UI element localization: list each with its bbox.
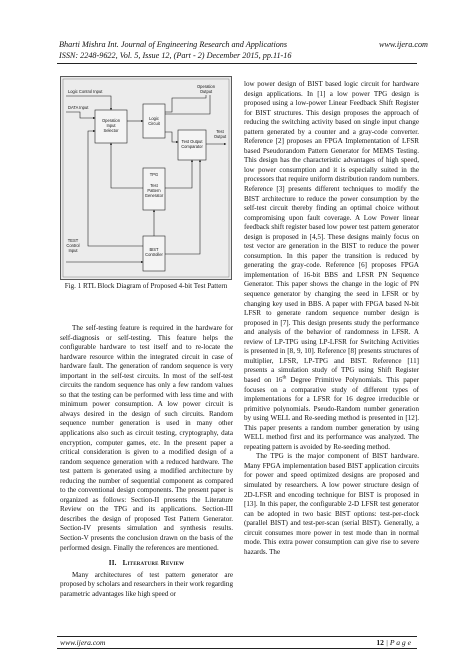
bist-controller-label-2: Controller (145, 252, 163, 257)
test-control-input-label-1: TEST (67, 238, 79, 243)
tpg-sub-label-3: Generator (144, 193, 164, 198)
operation-output-label-2: Output (199, 89, 213, 94)
tpg-sub-label-1: Test (150, 183, 158, 188)
issn-line: ISSN: 2248-9622, Vol. 5, Issue 12, (Part - 2) December 2015, pp.11-16 (59, 51, 292, 60)
comparator-label-1: Test Output (181, 139, 203, 144)
test-control-input-label-2: Control (66, 243, 80, 248)
logic-control-input-label: Logic Control Input (68, 89, 103, 94)
figure-block-diagram (60, 76, 232, 280)
journal-header (59, 40, 428, 49)
tpg-paragraph: The TPG is the major component of BIST hardware. Many FPGA implementation based BIST application circuits for power and speed optimized designs are proposed and simulated by researchers. A low power structure design of 2D-LFSR and encoding technique for BIST is proposed in [13]. In this paper, the configurable 2-D LFSR test generator can be adopted in two basic BIST options: test-per-clock (parallel BIST) and test-per-scan (serial BIST). Generally, a circuit consumes more power in test mode than in normal mode. This extra power consumption can give rise to severe hazards. The (244, 452, 419, 556)
bist-controller-label-1: BIST (149, 247, 159, 252)
logic-circuit-label-2: Circuit (148, 121, 160, 126)
page-label: P a g e (389, 638, 411, 647)
page-number: 12 (376, 638, 384, 647)
literature-review-text-a: low power design of BIST based logic circuit for hardware design applications. In [1] a low power TPG design is proposed using a low-power Linear Feedback Shift Register for BIST structures. This design proposes the approach of reducing the switching activity based on single input change pattern generated by a counter and a gray-code converter. Reference [2] proposes an FPGA Implementation of LFSR based Pseudorandom Pattern Generator for MEMS Testing. This design has the characteristic advantages of high speed, low power consumption and it is especially suited in the processors that require uniform distribution random numbers. Reference [3] presents different techniques to modify the BIST architecture to reduce the power consumption by the self-test circuit thereby finding an optimal choice without compromising upon fault coverage. A Low Power linear feedback shift register based low power test pattern generator design is proposed in [4,5]. These designs mainly focus on test vector are generation in the BIST to reduce the power consumption. In this paper the transition is reduced by generating the gray-code. Reference [6] proposes FPGA implementation of 16-bit BBS and LFSR PN Sequence Generator. This paper shows the change in the logic of PN sequence generator by changing the seed in LFSR or by changing key used in BBS. A paper with FPGA based N-bit LFSR to generate random sequence number design is proposed in [7]. This design presents study the performance and analysis of the behavior of randomness in LFSR. A review of LP-TPG using LP-LFSR for Switching Activities is presented in [8, 9, 10]. Reference [8] presents structures of multiplier, LFSR, LP-TPG and BIST. Reference [11] presents a simulation study of TPG using Shift Register based on 16 (244, 80, 419, 384)
operation-output-label-1: Operation (197, 84, 215, 89)
operation-input-selector-label-2: Input (106, 123, 116, 128)
header-rule (57, 63, 417, 64)
left-column (60, 324, 233, 599)
section-number: II. (108, 559, 117, 568)
operation-input-selector-label-3: Selector (103, 128, 119, 133)
page-number-label: 12 | P a g e (376, 638, 411, 647)
literature-paragraph: Many architectures of test pattern generator are proposed by scholars and researchers in their work regarding parametric advantages like high speed or (60, 570, 233, 598)
figure-caption: Fig. 1 RTL Block Diagram of Proposed 4-bit Test Pattern (64, 282, 228, 290)
literature-review-paragraph (244, 80, 419, 452)
comparator-label-2: Comparator (181, 144, 203, 149)
intro-paragraph: The self-testing feature is required in the hardware for self-diagnosis or self-testing. This feature helps the configurable hardware to test itself and to re-locate the hardware resource within the integrated circuit in case of hardware fault. The generation of random sequence is very important in the self-test circuits. In most of the self-test circuits the random sequence has only a few random values so that the testing can be performed with less time and with minimum power consumption. A low power circuit is always desired in the design of such circuits. Random sequence number generation is used in many other applications also such as circuit testing, cryptography, data encryption, computer games, etc. In the present paper a critical consideration is given to a modified design of a random sequence generation with a reduced hardware. The test pattern is generated using a modified architecture by reducing the number of sequential component as compared to the conventional design components. The present paper is organized as follows: Section-II presents the Literature Review on the TPG and its applications. Section-III describes the design of proposed Test Pattern Generator. Section-IV presents simulation and synthesis results. Section-V presents the conclusion drawn on the basis of the performed design. Finally the references are mentioned. (60, 324, 233, 552)
logic-circuit-label-1: Logic (149, 116, 159, 121)
page-footer (57, 636, 417, 649)
tpg-label: TPG (149, 172, 159, 177)
section-title: Literature Review (122, 559, 185, 568)
section-heading (60, 559, 233, 569)
data-input-label: DATA Input (68, 105, 89, 110)
footer-website-link[interactable]: www.ijera.com (60, 638, 106, 647)
test-output-label-1: Test (216, 129, 224, 134)
test-output-label-2: Output (213, 134, 227, 139)
superscript-th: th (282, 375, 287, 381)
tpg-sub-label-2: Pattern (147, 188, 161, 193)
journal-title: Bharti Mishra Int. Journal of Engineering Research and Applications (59, 40, 288, 49)
header-website-link[interactable]: www.ijera.com (379, 40, 428, 49)
operation-input-selector-label-1: Operation (102, 118, 120, 123)
right-column (244, 80, 419, 557)
literature-review-text-b: Degree Primitive Polynomials. This paper focuses on a comparative study of different types of implementations for a LFSR for 16 degree irreducible or primitive polynomials. Pseudo-Random number generation by using WELL and Re-seeding method is presented in [12]. This paper presents a random number generation by using WELL method first and its performance was analyzed. The repeating pattern is avoided by Re-seeding method. (244, 375, 419, 451)
test-control-input-label-3: Input (68, 248, 78, 253)
block-diagram-svg (60, 76, 232, 280)
